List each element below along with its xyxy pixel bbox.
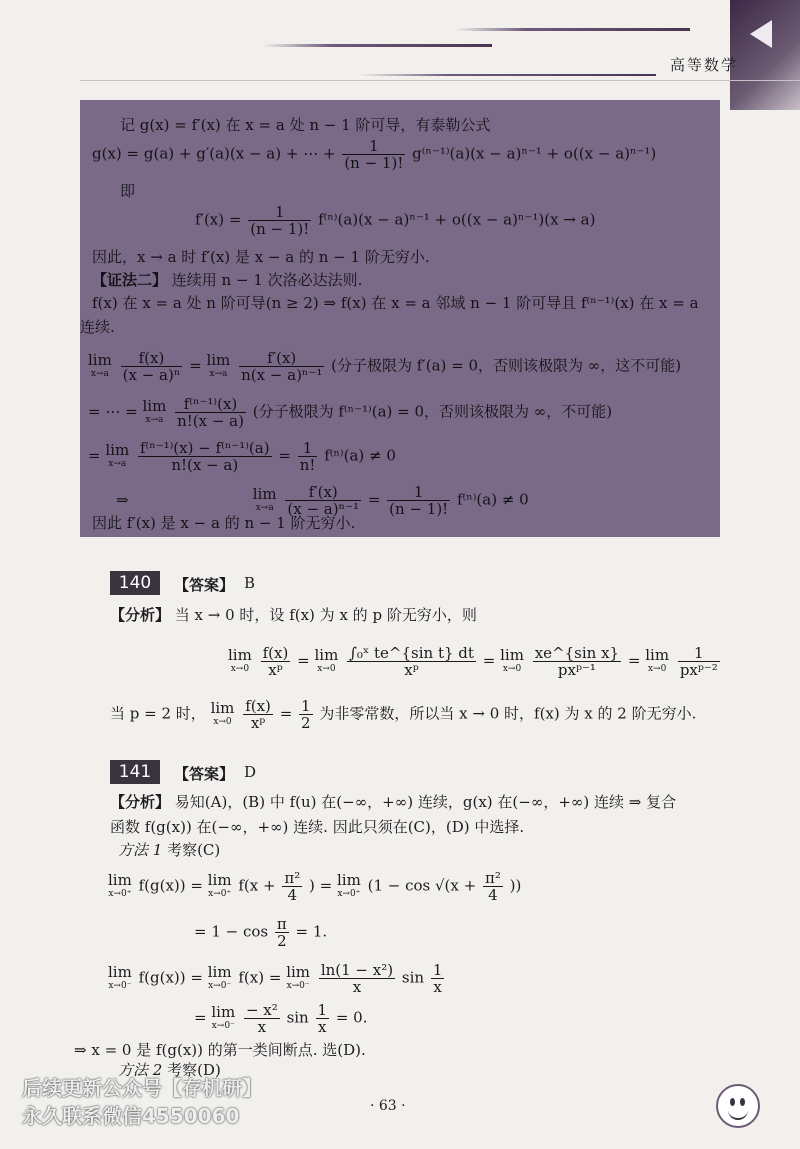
lim-subscript: x→0⁺ <box>108 888 132 899</box>
analysis-conclusion <box>110 698 696 731</box>
numerator: π <box>276 915 287 933</box>
lim-text: lim <box>105 440 130 459</box>
limit-equation <box>194 916 327 949</box>
fraction <box>138 440 272 473</box>
formula-text: = ⋯ = <box>88 402 138 421</box>
limit-equation <box>88 396 612 429</box>
denominator: 4 <box>488 886 498 904</box>
answer-value: D <box>244 763 257 781</box>
formula-text: (1 − cos √(x + <box>367 876 477 895</box>
lim-text: lim <box>314 645 339 664</box>
method-heading <box>118 840 220 860</box>
formula-text: g(x) = g(a) + g′(a)(x − a) + ⋯ + <box>92 144 336 163</box>
denominator: xᵖ <box>404 661 419 679</box>
fraction <box>533 645 621 678</box>
limit-operator <box>108 870 132 901</box>
page-number: · 63 · <box>370 1098 406 1114</box>
lim-subscript: x→0⁻ <box>208 980 232 991</box>
analysis-text: 易知(A)，(B) 中 f(u) 在(−∞，+∞) 连续，g(x) 在(−∞，+∞) 连续 ⇒ 复合 <box>170 793 677 811</box>
running-head: 高等数学 <box>669 56 738 74</box>
fraction <box>678 645 720 678</box>
numerator: 1 <box>317 1001 328 1019</box>
proof-method-two <box>92 271 362 289</box>
fraction <box>319 962 395 995</box>
denominator: (x − a)ⁿ⁻¹ <box>287 500 360 518</box>
lim-text: lim <box>211 1002 236 1021</box>
fraction <box>316 1002 330 1035</box>
taylor-formula <box>92 138 656 171</box>
denominator: x <box>433 978 442 996</box>
limit-operator <box>286 962 311 993</box>
denominator: n! <box>299 456 316 474</box>
denominator: n(x − a)ⁿ⁻¹ <box>241 366 323 384</box>
proof-line: 即 <box>120 182 136 200</box>
limit-operator <box>142 396 167 427</box>
fraction <box>243 698 273 731</box>
denominator: (n − 1)! <box>344 154 404 172</box>
equals: = <box>367 490 381 509</box>
method-label: 方法 2 <box>118 1061 163 1079</box>
formula-text: sin <box>286 1008 309 1027</box>
formula-text: f(x + <box>238 876 276 895</box>
lim-subscript: x→a <box>209 368 228 379</box>
lim-subscript: x→0⁻ <box>108 980 132 991</box>
proof-line: 连续. <box>80 318 115 336</box>
limit-derivation <box>228 645 722 678</box>
denominator: n!(x − a) <box>171 456 239 474</box>
lim-text: lim <box>108 962 132 981</box>
method-text: 考察(C) <box>162 841 221 859</box>
fraction <box>347 645 476 678</box>
method-text: 考察(D) <box>162 1061 221 1079</box>
numerator: 1 <box>432 961 443 979</box>
denominator: x <box>257 1018 267 1036</box>
lim-text: lim <box>336 870 361 889</box>
numerator: π² <box>284 869 301 887</box>
answer-value: B <box>244 574 256 592</box>
lim-subscript: x→a <box>108 458 127 469</box>
formula-text: f(g(x)) = <box>138 968 203 987</box>
equals: = <box>482 651 496 670</box>
limit-operator <box>88 350 112 381</box>
implies-arrow: ⇒ <box>116 490 129 509</box>
lim-subscript: x→a <box>90 368 109 379</box>
limit-operator <box>207 962 232 993</box>
numerator: f(x) <box>121 350 183 367</box>
fraction <box>299 698 313 731</box>
numerator: 1 <box>678 645 720 662</box>
formula-text: f(g(x)) = <box>138 876 203 895</box>
limit-equation <box>108 870 521 903</box>
fraction <box>121 350 183 383</box>
eye <box>740 1098 745 1106</box>
fraction <box>387 484 450 517</box>
formula-text: f⁽ⁿ⁾(a) ≠ 0 <box>457 490 529 509</box>
lim-text: lim <box>210 698 235 717</box>
denominator: (n − 1)! <box>250 220 310 238</box>
numerator: 1 <box>298 440 318 457</box>
formula-text: = 0. <box>335 1008 368 1027</box>
proof-line: 因此 f′(x) 是 x − a 的 n − 1 阶无穷小. <box>92 514 356 532</box>
limit-operator <box>336 870 361 901</box>
lim-text: lim <box>500 645 524 664</box>
denominator: n!(x − a) <box>177 412 244 430</box>
lim-text: lim <box>645 645 670 664</box>
fraction <box>282 870 302 903</box>
lim-subscript: x→a <box>145 414 164 425</box>
analysis-conclusion: ⇒ x = 0 是 f(g(x)) 的第一类间断点. 选(D). <box>74 1041 366 1059</box>
formula-text: f⁽ⁿ⁾(a)(x − a)ⁿ⁻¹ + o((x − a)ⁿ⁻¹)(x → a) <box>318 210 596 229</box>
lim-text: lim <box>252 484 277 503</box>
limit-equation <box>194 1002 367 1035</box>
question-number-141: 141 <box>110 760 160 784</box>
header-decor-line <box>262 44 492 47</box>
equals: = <box>297 651 310 670</box>
header-decor-line <box>455 28 690 31</box>
arrow-decoration-icon <box>750 20 772 48</box>
limit-conclusion <box>116 484 529 517</box>
analysis-line: 函数 f(g(x)) 在(−∞，+∞) 连续. 因此只须在(C)，(D) 中选择. <box>110 818 525 836</box>
numerator: f⁽ⁿ⁻¹⁾(x) <box>175 396 246 413</box>
formula-text: = <box>88 446 101 465</box>
lim-subscript: x→0⁻ <box>211 1020 235 1031</box>
limit-operator <box>210 698 235 729</box>
smiley-icon <box>716 1084 760 1128</box>
numerator: 1 <box>248 204 311 221</box>
lim-subscript: x→0 <box>317 663 336 674</box>
numerator: ln(1 − x²) <box>320 961 394 979</box>
formula-text: sin <box>401 968 425 987</box>
fraction <box>342 138 405 171</box>
limit-operator <box>252 484 277 515</box>
lim-subscript: x→0 <box>213 716 232 727</box>
method-label: 方法 1 <box>118 841 163 859</box>
corner-decoration <box>730 0 800 110</box>
fraction <box>298 440 318 473</box>
lim-text: lim <box>228 645 252 664</box>
proof-line: 记 g(x) = f′(x) 在 x = a 处 n − 1 阶可导，有泰勒公式 <box>120 116 491 134</box>
lim-subscript: x→a <box>255 502 274 513</box>
header-decor-line <box>358 74 656 76</box>
fraction <box>483 870 503 903</box>
analysis-line <box>110 605 477 625</box>
lim-subscript: x→0 <box>647 663 667 674</box>
analysis-text: 当 x → 0 时，设 f(x) 为 x 的 p 阶无穷小，则 <box>170 606 477 624</box>
denominator: 2 <box>301 714 311 732</box>
header-rule <box>80 80 800 81</box>
fraction <box>431 962 445 995</box>
lim-subscript: x→0 <box>502 663 522 674</box>
denominator: pxᵖ⁻¹ <box>557 661 596 679</box>
formula-text: = 1 − cos <box>194 922 269 941</box>
numerator: f′(x) <box>239 350 324 367</box>
lim-text: lim <box>142 396 167 415</box>
method-label: 【证法二】 <box>92 271 168 289</box>
denominator: (x − a)ⁿ <box>122 366 181 384</box>
equals: = <box>279 704 293 723</box>
limit-operator <box>206 350 231 381</box>
analysis-label: 【分析】 <box>110 606 171 624</box>
question-number-140: 140 <box>110 571 160 595</box>
lim-subscript: x→0⁻ <box>286 980 310 991</box>
limit-operator <box>645 645 670 676</box>
limit-operator <box>228 645 252 676</box>
answer-label: 【答案】 <box>174 576 235 594</box>
numerator: xe^{sin x} <box>534 644 620 662</box>
numerator: ∫₀ˣ te^{sin t} dt <box>349 644 474 662</box>
lim-text: lim <box>207 870 232 889</box>
formula-text: ) = <box>309 876 333 895</box>
fraction <box>248 204 311 237</box>
denominator: 4 <box>287 886 298 904</box>
numerator: 1 <box>342 138 405 155</box>
limit-operator <box>500 645 524 676</box>
formula-text: f′(x) = <box>195 210 242 229</box>
denominator: xᵖ <box>268 661 283 679</box>
formula-text: = <box>194 1008 207 1027</box>
limit-operator <box>108 962 132 993</box>
numerator: f′(x) <box>285 484 361 501</box>
fraction <box>239 350 324 383</box>
equals: = <box>189 356 202 375</box>
mouth <box>728 1108 748 1120</box>
formula-text: g⁽ⁿ⁻¹⁾(a)(x − a)ⁿ⁻¹ + o((x − a)ⁿ⁻¹) <box>412 144 657 163</box>
fraction <box>261 645 291 678</box>
denominator: x <box>318 1018 327 1036</box>
denominator: 2 <box>277 932 287 950</box>
formula-text: f(x) = <box>238 968 282 987</box>
lim-subscript: x→0⁺ <box>208 888 232 899</box>
limit-equation <box>88 350 681 383</box>
limit-operator <box>211 1002 236 1033</box>
proof-box <box>80 100 720 537</box>
numerator: f(x) <box>262 644 289 662</box>
lim-subscript: x→0 <box>230 663 250 674</box>
lim-text: lim <box>88 350 112 369</box>
numerator: − x² <box>245 1001 278 1019</box>
limit-operator <box>314 645 339 676</box>
lim-text: lim <box>286 962 311 981</box>
conclusion-text: 当 p = 2 时， <box>110 704 206 723</box>
numerator: f(x) <box>245 697 271 715</box>
derivative-formula <box>195 204 595 237</box>
fraction <box>275 916 289 949</box>
equals: = <box>278 446 291 465</box>
denominator: x <box>352 978 362 996</box>
limit-note: (分子极限为 f′(a) = 0，否则该极限为 ∞，这不可能) <box>331 356 682 375</box>
answer-label: 【答案】 <box>174 765 235 783</box>
denominator: pxᵖ⁻² <box>679 661 718 679</box>
lim-text: lim <box>206 350 231 369</box>
watermark-line: 后续更新公众号【存机研】 <box>22 1076 262 1100</box>
proof-line: 因此，x → a 时 f′(x) 是 x − a 的 n − 1 阶无穷小. <box>92 248 430 266</box>
lim-subscript: x→0⁺ <box>337 888 361 899</box>
limit-equation <box>108 962 446 995</box>
fraction <box>175 396 246 429</box>
lim-text: lim <box>207 962 232 981</box>
watermark-line: 永久联系微信4550060 <box>22 1104 240 1128</box>
analysis-label: 【分析】 <box>110 793 171 811</box>
lim-text: lim <box>108 870 132 889</box>
denominator: (n − 1)! <box>389 500 449 518</box>
numerator: 1 <box>301 697 311 715</box>
limit-note: (分子极限为 f⁽ⁿ⁻¹⁾(a) = 0，否则该极限为 ∞，不可能) <box>252 402 613 421</box>
formula-text: )) <box>509 876 522 895</box>
equals: = <box>627 651 641 670</box>
numerator: π² <box>484 869 501 887</box>
formula-text: = 1. <box>295 922 328 941</box>
limit-operator <box>105 440 130 471</box>
numerator: f⁽ⁿ⁻¹⁾(x) − f⁽ⁿ⁻¹⁾(a) <box>139 439 270 457</box>
proof-line: f(x) 在 x = a 处 n 阶可导(n ≥ 2) ⇒ f(x) 在 x = a 邻域 n − 1 阶可导且 f⁽ⁿ⁻¹⁾(x) 在 x = a <box>92 294 699 312</box>
conclusion-text: 为非零常数，所以当 x → 0 时，f(x) 为 x 的 2 阶无穷小. <box>319 704 697 723</box>
numerator: 1 <box>387 484 450 501</box>
limit-operator <box>207 870 232 901</box>
analysis-line <box>110 792 676 812</box>
eye <box>730 1098 735 1106</box>
method-text: 连续用 n − 1 次洛必达法则. <box>167 271 363 289</box>
limit-equation <box>88 440 396 473</box>
fraction <box>244 1002 280 1035</box>
denominator: xᵖ <box>250 714 266 732</box>
formula-text: f⁽ⁿ⁾(a) ≠ 0 <box>324 446 396 465</box>
fraction <box>285 484 361 517</box>
